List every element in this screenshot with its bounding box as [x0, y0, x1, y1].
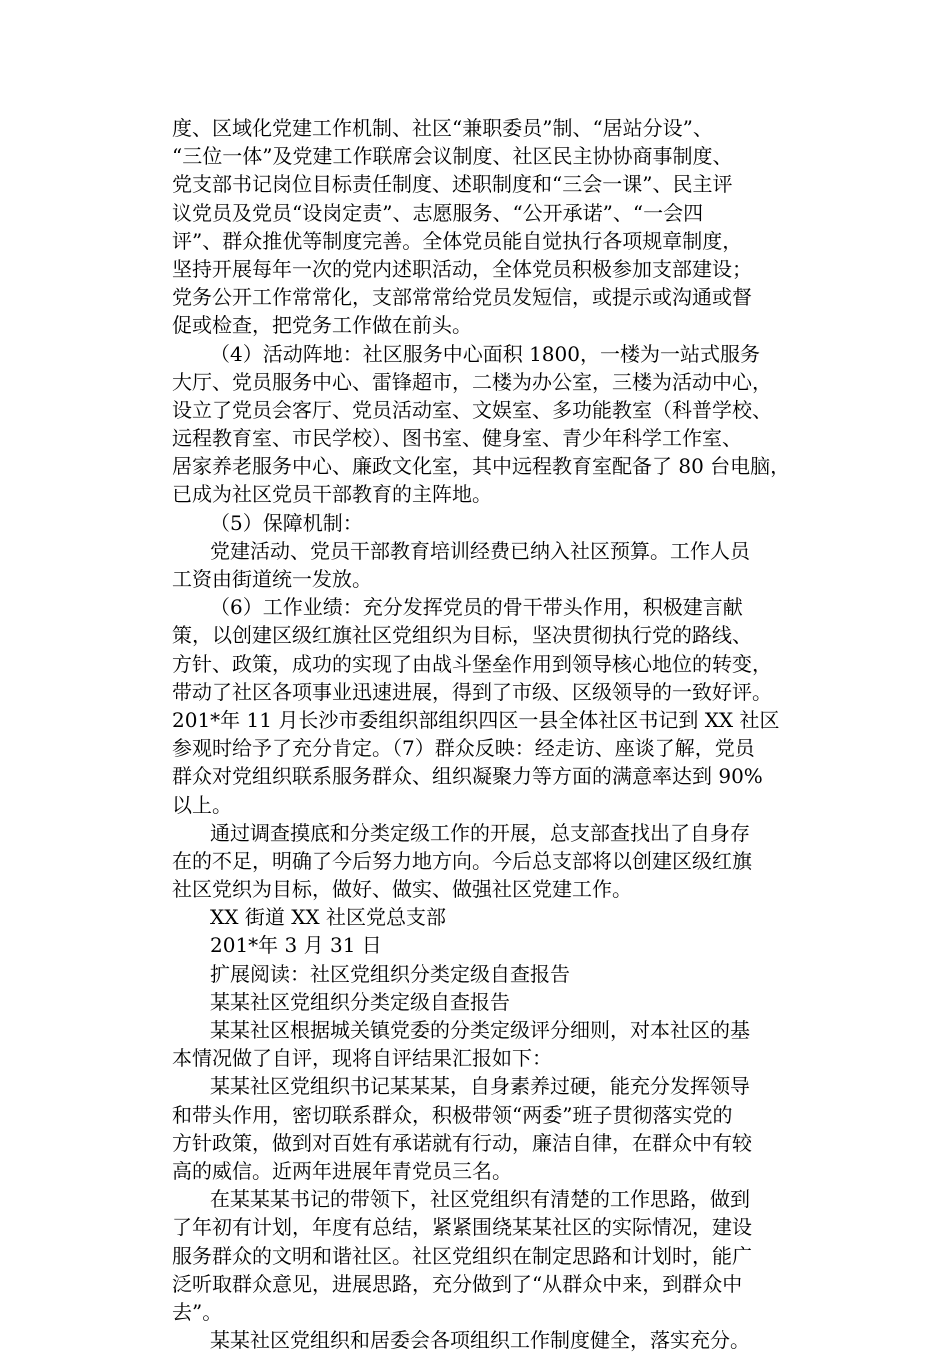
text-line: 党务公开工作常常化，支部常常给党员发短信，或提示或沟通或督: [172, 285, 752, 310]
text-line: 大厅、党员服务中心、雷锋超市，二楼为办公室，三楼为活动中心，: [172, 369, 772, 394]
text-line: 工资由街道统一发放。: [172, 567, 372, 591]
text-line: 党建活动、党员干部教育培训经费已纳入社区预算。工作人员: [210, 538, 750, 563]
text-line: 评”、群众推优等制度完善。全体党员能自觉执行各项规章制度，: [172, 228, 743, 253]
report-title: 某某社区党组织分类定级自查报告: [210, 989, 510, 1014]
text-line: 某某社区党组织和居委会各项组织工作制度健全，落实充分。: [210, 1328, 750, 1353]
paragraph-heading-guarantee-mechanism: （5）保障机制：: [210, 510, 363, 535]
text-line: 高的威信。近两年进展年青党员三名。: [172, 1158, 512, 1183]
text-line: 已成为社区党员干部教育的主阵地。: [172, 482, 492, 507]
text-line: 了年初有计划，年度有总结，紧紧围绕某某社区的实际情况，建设: [172, 1215, 752, 1240]
text-line: 在的不足，明确了今后努力地方向。今后总支部将以创建区级红旗: [172, 848, 752, 873]
text-line: 某某社区根据城关镇党委的分类定级评分细则，对本社区的基: [210, 1018, 750, 1042]
text-line: 泛听取群众意见，进展思路，充分做到了“从群众中来，到群众中: [172, 1271, 743, 1296]
text-line: 群众对党组织联系服务群众、组织凝聚力等方面的满意率达到 90%: [172, 764, 763, 789]
text-line: 策，以创建区级红旗社区党组织为目标，坚决贯彻执行党的路线、: [172, 623, 752, 648]
text-line: 和带头作用，密切联系群众，积极带领“两委”班子贯彻落实党的: [172, 1102, 733, 1127]
signature-date: 201*年 3 月 31 日: [210, 933, 382, 958]
text-line: 居家养老服务中心、廉政文化室，其中远程教育室配备了 80 台电脑，: [172, 454, 791, 479]
paragraph-heading-activity-venue: （4）活动阵地：社区服务中心面积 1800，一楼为一站式服务: [210, 341, 760, 366]
text-line: 远程教育室、市民学校）、图书室、健身室、青少年科学工作室、: [172, 426, 742, 451]
text-line: 以上。: [172, 792, 232, 817]
text-line: 201*年 11 月长沙市委组织部组织四区一县全体社区书记到 XX 社区: [172, 707, 780, 732]
signature-organization: XX 街道 XX 社区党总支部: [210, 905, 447, 930]
text-line: 社区党织为目标，做好、做实、做强社区党建工作。: [172, 877, 632, 902]
paragraph-heading-work-performance: （6）工作业绩：充分发挥党员的骨干带头作用，积极建言献: [210, 595, 743, 620]
text-line: 设立了党员会客厅、党员活动室、文娱室、多功能教室（科普学校、: [172, 397, 772, 422]
text-line: 参观时给予了充分肯定。（7）群众反映：经走访、座谈了解，党员: [172, 736, 755, 761]
text-line: 度、区域化党建工作机制、社区“兼职委员”制、“居站分设”、: [172, 116, 713, 140]
document-body: [172, 114, 800, 1354]
text-line: 议党员及党员“设岗定责”、志愿服务、“公开承诺”、“一会四: [172, 200, 704, 225]
text-line: 服务群众的文明和谐社区。社区党组织在制定思路和计划时，能广: [172, 1243, 752, 1268]
text-line: 促或检查，把党务工作做在前头。: [172, 313, 472, 338]
extended-reading-label: 扩展阅读：社区党组织分类定级自查报告: [210, 961, 570, 986]
text-line: 坚持开展每年一次的党内述职活动，全体党员积极参加支部建设；: [172, 256, 752, 281]
text-line: 在某某某书记的带领下，社区党组织有清楚的工作思路，做到: [210, 1187, 750, 1212]
text-line: 某某社区党组织书记某某某，自身素养过硬，能充分发挥领导: [210, 1074, 750, 1099]
text-line: 带动了社区各项事业迅速进展，得到了市级、区级领导的一致好评。: [172, 679, 772, 704]
text-line: 方针、政策，成功的实现了由战斗堡垒作用到领导核心地位的转变，: [172, 651, 772, 676]
text-line: 方针政策，做到对百姓有承诺就有行动，廉洁自律，在群众中有较: [172, 1130, 752, 1155]
text-line: 党支部书记岗位目标责任制度、述职制度和“三会一课”、民主评: [172, 172, 733, 197]
text-line: 本情况做了自评，现将自评结果汇报如下：: [172, 1046, 552, 1071]
text-line: 去”。: [172, 1299, 223, 1324]
text-line: 通过调查摸底和分类定级工作的开展，总支部查找出了自身存: [210, 820, 750, 845]
text-line: “三位一体”及党建工作联席会议制度、社区民主协协商事制度、: [172, 144, 733, 169]
